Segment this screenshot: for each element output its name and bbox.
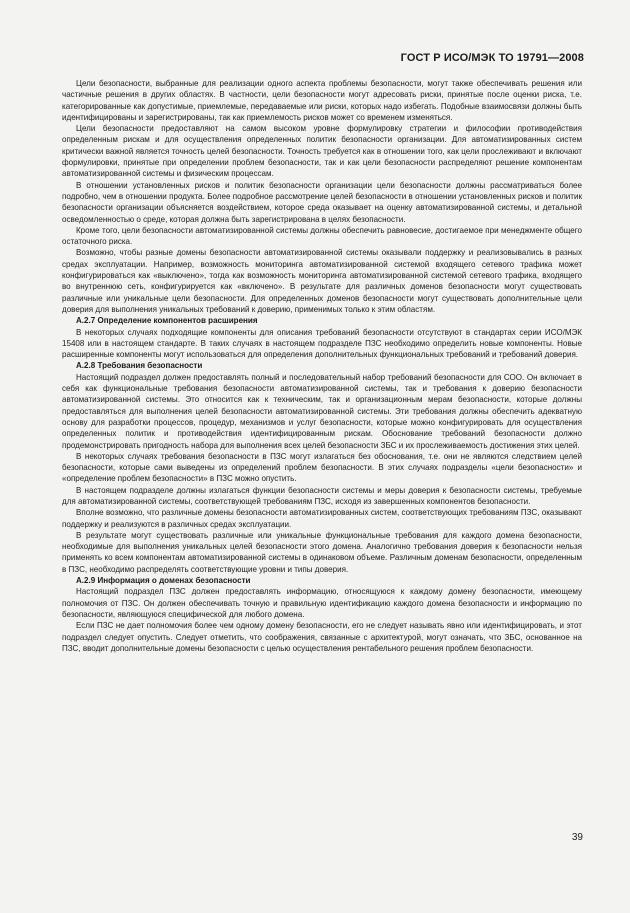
document-body xyxy=(62,78,582,654)
paragraph: Цели безопасности предоставляют на самом высоком уровне формулировку стратегии и философии противодействия определенным рискам и для осуществления определенных политик безопасности организации. Для автоматизированных систем критически важной является точность целей безопасности. Точность требуется как в отношении того, как цели прослеживают и включают формулировки, принятые при определении проблем безопасности, так и как цели безопасности распределяют решение компонентам автоматизированной системы и физическим процессам. xyxy=(62,124,582,179)
paragraph: Кроме того, цели безопасности автоматизированной системы должны обеспечить равновесие, достигаемое при менеджменте общего остаточного риска. xyxy=(62,225,582,247)
section-heading-a27: А.2.7 Определение компонентов расширения xyxy=(76,316,258,326)
standard-header: ГОСТ Р ИСО/МЭК ТО 19791—2008 xyxy=(400,52,584,64)
paragraph: В результате могут существовать различные или уникальные функциональные требования для каждого домена безопасности, необходимые для выполнения уникальных целей безопасности этого домена. Аналогично требования доверия к безопасности нельзя применять ко всем компонентам автоматизированной системы в одинаковом объеме. Различным доменам безопасности, определенным в ПЗС, необходимо распределять соответствующие уровни и типы доверия. xyxy=(62,530,582,574)
paragraph: Возможно, чтобы разные домены безопасности автоматизированной системы оказывали поддержку и реализовывались в разных средах эксплуатации. Например, возможность мониторинга автоматизированной системой входящего сетевого трафика может конфигурироваться как «выключено», тогда как возможность мониторинга автоматизированной системой сетевого трафика, входящего во внутреннюю сеть, конфигурируется как «включено». В результате для различных доменов безопасности могут существовать различные или уникальные цели безопасности. Для определенных доменов безопасности могут существовать дополнительные цели доверия для выполнения уникальных требований к доверию, применимых только к этим областям. xyxy=(62,248,582,314)
section-heading-a29: А.2.9 Информация о доменах безопасности xyxy=(76,576,251,586)
paragraph: В отношении установленных рисков и политик безопасности организации цели безопасности должны рассматриваться более подробно, чем в отношении продукта. Более подробное рассмотрение целей безопасности в отношении установленных рисков и политик безопасности организации объясняется воздействием, которое среда оказывает на оценку автоматизированной системы, и детальной осведомленностью о среде, которая должна быть зарегистрирована в целях безопасности. xyxy=(62,180,582,224)
paragraph: Если ПЗС не дает полномочия более чем одному домену безопасности, его не следует называть явно или идентифицировать, и этот подраздел следует опустить. Следует отметить, что соображения, связанные с архитектурой, могут означать, что ЗБС, основанное на ПЗС, вводит дополнительные домены безопасности с целью осуществления рентабельного решения проблем безопасности. xyxy=(62,621,582,653)
paragraph: В некоторых случаях подходящие компоненты для описания требований безопасности отсутствуют в стандартах серии ИСО/МЭК 15408 или в настоящем стандарте. В таких случаях в настоящем подразделе ПЗС необходимо определить новые компоненты. Новые расширенные компоненты могут использоваться для определения дополнительных функциональных требований и требований доверия. xyxy=(62,327,582,360)
paragraph: Вполне возможно, что различные домены безопасности автоматизированных систем, соответствующих требованиям ПЗС, оказывают поддержку и реализуются в различных средах эксплуатации. xyxy=(62,508,582,529)
section-heading-a28: А.2.8 Требования безопасности xyxy=(76,361,203,371)
page-number: 39 xyxy=(571,832,583,843)
paragraph: В настоящем подразделе должны излагаться функции безопасности системы и меры доверия к безопасности системы, требуемые для автоматизированной системы, соответствующей требованиям ПЗС, исходя из завершенных компонентов безопасности. xyxy=(62,485,582,506)
paragraph: Настоящий подраздел ПЗС должен предоставлять информацию, относящуюся к каждому домену безопасности, имеющему полномочия от ПЗС. Он должен обеспечивать точную и правильную идентификацию каждого домена безопасности и информацию по безопасности, являющуюся специфической для любого домена. xyxy=(62,587,582,619)
paragraph: Цели безопасности, выбранные для реализации одного аспекта проблемы безопасности, могут также обеспечивать решения или частичные решения в других областях. В частности, цели безопасности могут адресовать риски, принятые после оценки риска, т.е. категорированные как допустимые, приемлемые, передаваемые или риски, которых надо избегать. Подобные взаимосвязи должны быть идентифицированы и зарегистрированы, так как приемлемость рисков может со временем изменяться. xyxy=(62,79,582,122)
paragraph: В некоторых случаях требования безопасности в ПЗС могут излагаться без обоснования, т.е. они не являются следствием целей безопасности, которые сами выведены из определений проблем безопасности. В этих случаях подразделы «цели безопасности» и «определение проблем безопасности» в ПЗС можно опустить. xyxy=(62,451,582,484)
paragraph: Настоящий подраздел должен предоставлять полный и последовательный набор требований безопасности для СОО. Он включает в себя как функциональные требования безопасности автоматизированной системы, так и требования к доверию безопасности автоматизированной системы. Это относится как к техническим, так и организационным мерам безопасности, которые должны предоставляться для выполнения целей безопасности автоматизированной системы. Эти требования должны обеспечить адекватную основу для разработки процессов, процедур, механизмов и услуг безопасности, которые можно конфигурировать для осуществления определенных политик и противодействия идентифицированным рискам. Обоснование требований безопасности должно продемонстрировать пригодность набора для выполнения всех целей безопасности ЗБС и их прослеживаемость достижения этих целей. xyxy=(62,372,582,450)
